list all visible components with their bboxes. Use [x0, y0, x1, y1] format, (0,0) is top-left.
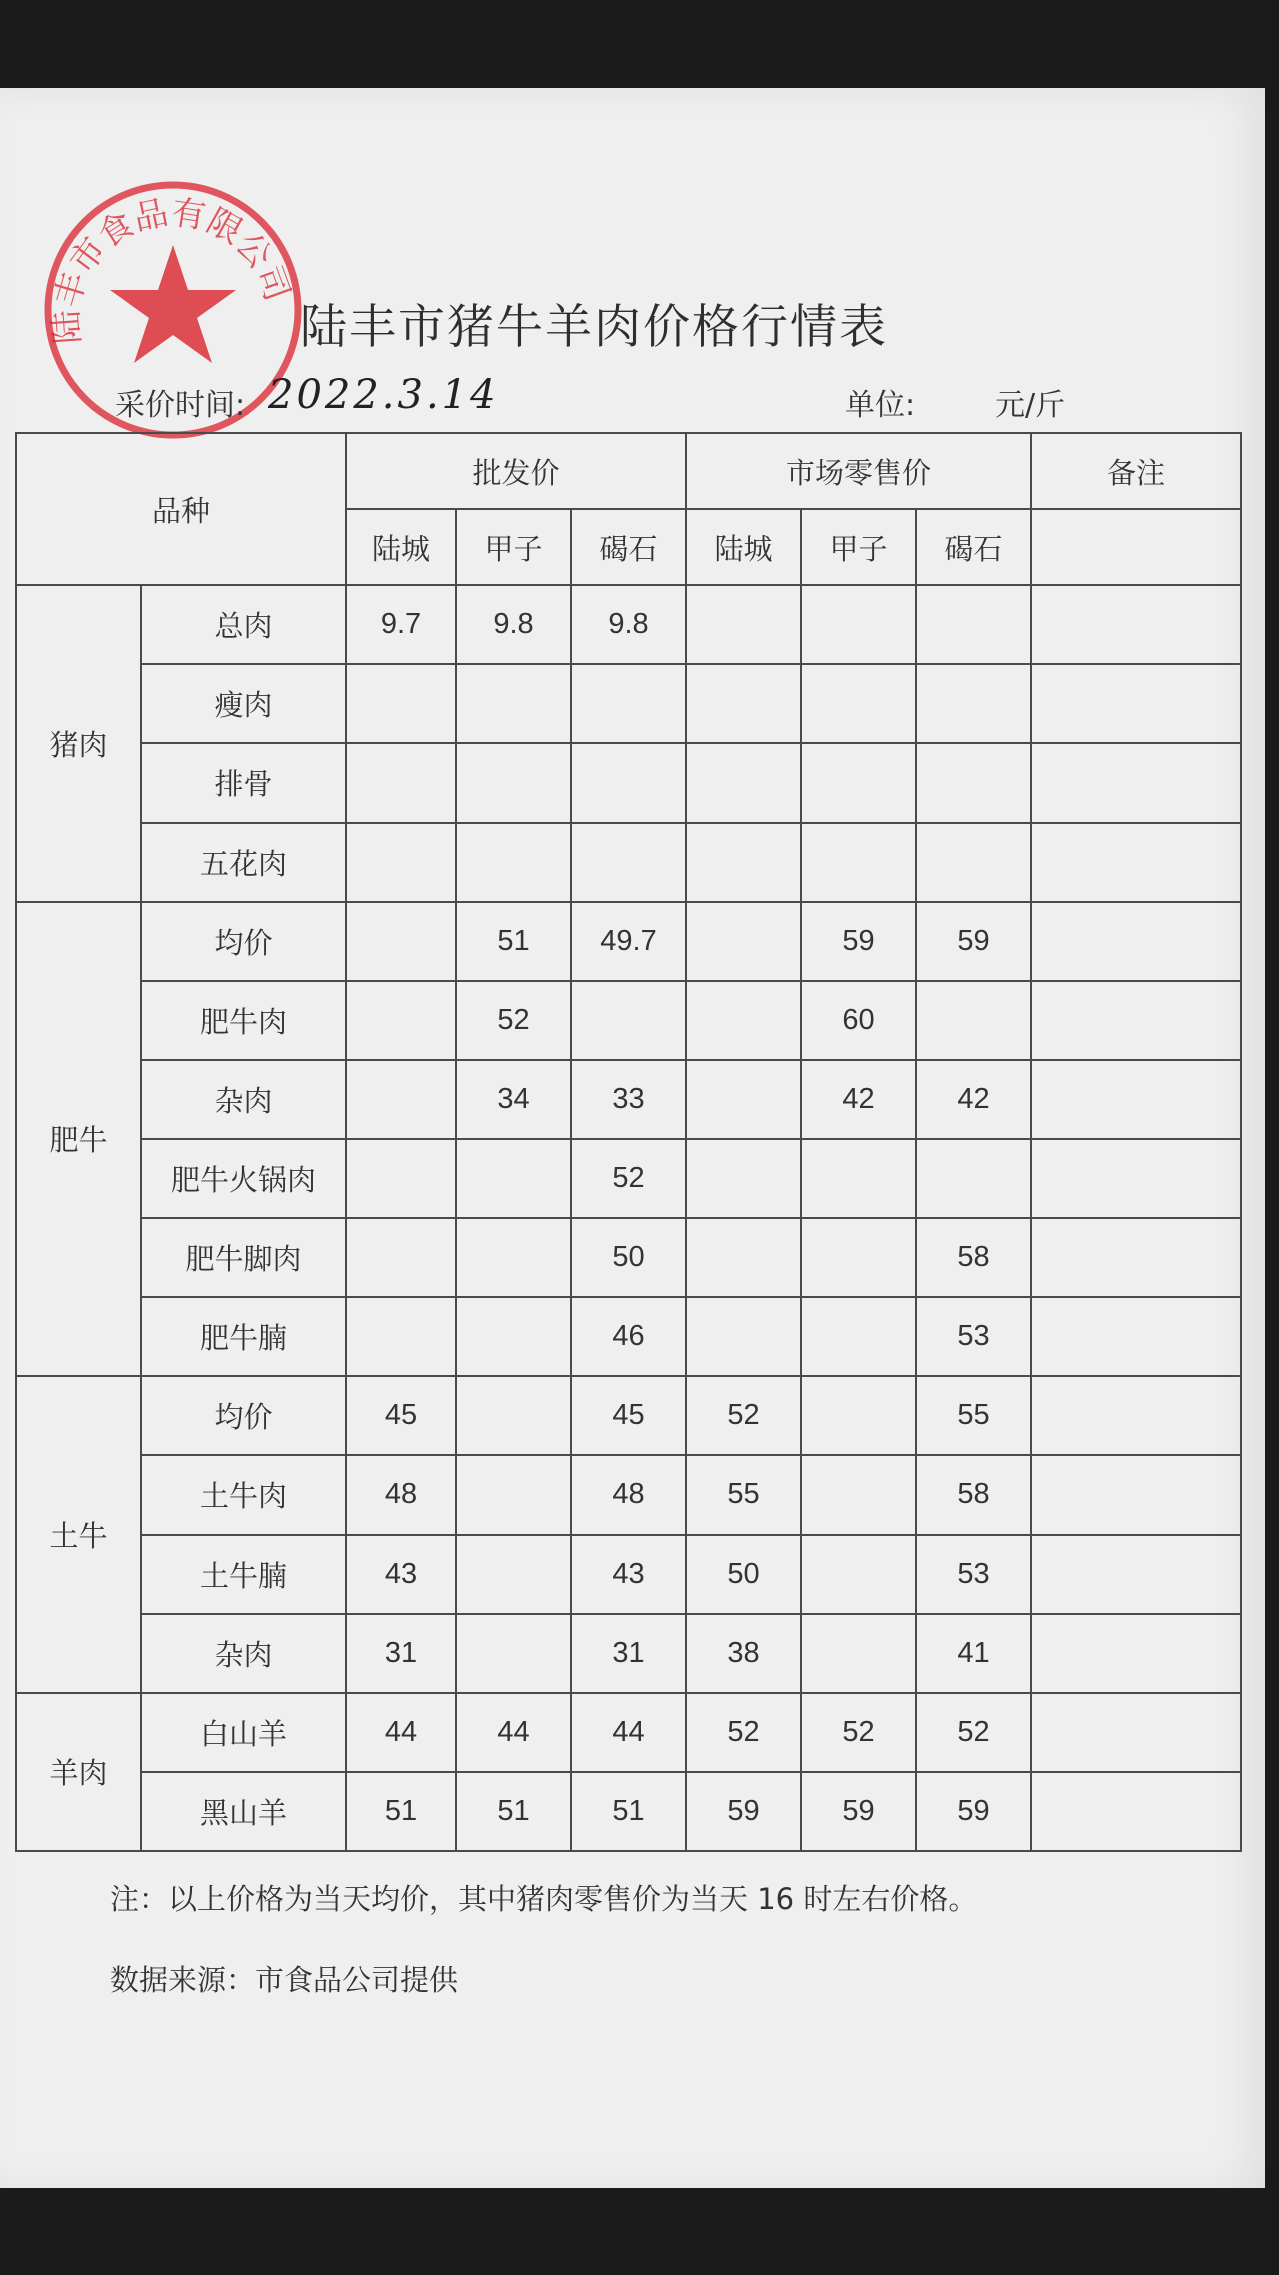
price-cell: 44: [346, 1693, 456, 1772]
price-cell: [801, 743, 916, 822]
price-cell: 43: [346, 1535, 456, 1614]
remarks-cell: [1031, 1139, 1241, 1218]
remarks-cell: [1031, 1614, 1241, 1693]
price-cell: 51: [456, 1772, 571, 1851]
header-remarks-blank: [1031, 509, 1241, 585]
price-cell: [916, 981, 1031, 1060]
price-cell: 59: [801, 902, 916, 981]
price-cell: 45: [346, 1376, 456, 1455]
header-wholesale: 批发价: [346, 433, 686, 509]
price-cell: 34: [456, 1060, 571, 1139]
price-cell: 44: [571, 1693, 686, 1772]
price-cell: 38: [686, 1614, 801, 1693]
price-cell: 45: [571, 1376, 686, 1455]
price-cell: [686, 664, 801, 743]
footer-source: 数据来源：市食品公司提供: [110, 1963, 459, 1997]
table-row: [16, 585, 1241, 664]
remarks-cell: [1031, 1060, 1241, 1139]
header-remarks: 备注: [1031, 433, 1241, 509]
price-cell: 33: [571, 1060, 686, 1139]
header-variety: 品种: [16, 433, 346, 585]
remarks-cell: [1031, 1376, 1241, 1455]
price-cell: 42: [916, 1060, 1031, 1139]
remarks-cell: [1031, 1693, 1241, 1772]
price-cell: [571, 664, 686, 743]
header-location: 陆城: [686, 509, 801, 585]
table-row: [16, 1376, 1241, 1455]
table-row: [16, 1060, 1241, 1139]
price-cell: 59: [916, 902, 1031, 981]
price-cell: [686, 585, 801, 664]
price-cell: 46: [571, 1297, 686, 1376]
price-cell: 42: [801, 1060, 916, 1139]
price-cell: 43: [571, 1535, 686, 1614]
price-cell: 53: [916, 1535, 1031, 1614]
price-cell: 9.7: [346, 585, 456, 664]
price-cell: [456, 1218, 571, 1297]
price-cell: [346, 823, 456, 902]
price-cell: [456, 823, 571, 902]
item-cell: 肥牛腩: [141, 1297, 346, 1376]
price-cell: 52: [571, 1139, 686, 1218]
price-cell: [801, 1535, 916, 1614]
unit-label: 单位:: [845, 388, 916, 423]
price-cell: 60: [801, 981, 916, 1060]
price-cell: 52: [686, 1376, 801, 1455]
header-location: 碣石: [916, 509, 1031, 585]
price-cell: 31: [346, 1614, 456, 1693]
price-cell: 55: [686, 1455, 801, 1534]
price-cell: [346, 1297, 456, 1376]
price-cell: [801, 1376, 916, 1455]
price-cell: [801, 1614, 916, 1693]
page-title: 陆丰市猪牛羊肉价格行情表: [300, 300, 888, 355]
price-cell: 51: [571, 1772, 686, 1851]
remarks-cell: [1031, 1772, 1241, 1851]
price-cell: 52: [916, 1693, 1031, 1772]
price-cell: [456, 1535, 571, 1614]
price-cell: [916, 823, 1031, 902]
remarks-cell: [1031, 1535, 1241, 1614]
price-cell: [916, 1139, 1031, 1218]
price-cell: [801, 585, 916, 664]
header-retail: 市场零售价: [686, 433, 1031, 509]
remarks-cell: [1031, 902, 1241, 981]
item-cell: 瘦肉: [141, 664, 346, 743]
price-cell: [801, 1139, 916, 1218]
category-cell: 肥牛: [16, 902, 141, 1377]
remarks-cell: [1031, 823, 1241, 902]
item-cell: 白山羊: [141, 1693, 346, 1772]
price-cell: [686, 1297, 801, 1376]
item-cell: 肥牛脚肉: [141, 1218, 346, 1297]
price-cell: 51: [456, 902, 571, 981]
item-cell: 土牛腩: [141, 1535, 346, 1614]
category-cell: 猪肉: [16, 585, 141, 901]
remarks-cell: [1031, 585, 1241, 664]
table-row: [16, 1297, 1241, 1376]
table-row: [16, 1139, 1241, 1218]
price-cell: [346, 743, 456, 822]
header-location: 陆城: [346, 509, 456, 585]
price-cell: [916, 585, 1031, 664]
table-row: [16, 1614, 1241, 1693]
table-row: [16, 743, 1241, 822]
price-cell: 50: [571, 1218, 686, 1297]
remarks-cell: [1031, 1218, 1241, 1297]
table-row: [16, 1772, 1241, 1851]
price-cell: 52: [686, 1693, 801, 1772]
price-cell: 59: [801, 1772, 916, 1851]
price-cell: 59: [686, 1772, 801, 1851]
remarks-cell: [1031, 981, 1241, 1060]
price-cell: 55: [916, 1376, 1031, 1455]
item-cell: 五花肉: [141, 823, 346, 902]
price-cell: [346, 1218, 456, 1297]
price-cell: 50: [686, 1535, 801, 1614]
unit-value: 元/斤: [995, 388, 1066, 423]
price-cell: [346, 1139, 456, 1218]
price-cell: 44: [456, 1693, 571, 1772]
price-cell: [686, 1218, 801, 1297]
item-cell: 肥牛火锅肉: [141, 1139, 346, 1218]
table-row: [16, 902, 1241, 981]
price-cell: 51: [346, 1772, 456, 1851]
item-cell: 杂肉: [141, 1060, 346, 1139]
price-cell: [456, 1455, 571, 1534]
price-cell: [571, 823, 686, 902]
table-row: [16, 1535, 1241, 1614]
price-cell: [801, 823, 916, 902]
remarks-cell: [1031, 1455, 1241, 1534]
item-cell: 均价: [141, 1376, 346, 1455]
table-row: [16, 981, 1241, 1060]
price-cell: [346, 981, 456, 1060]
price-cell: [571, 981, 686, 1060]
price-cell: [456, 1376, 571, 1455]
header-location: 甲子: [456, 509, 571, 585]
price-cell: [686, 1139, 801, 1218]
price-cell: [456, 1614, 571, 1693]
price-cell: [686, 981, 801, 1060]
price-cell: [346, 1060, 456, 1139]
time-label: 采价时间:: [115, 388, 246, 423]
table-row: [16, 1693, 1241, 1772]
price-cell: [456, 664, 571, 743]
price-cell: [686, 823, 801, 902]
table-row: [16, 823, 1241, 902]
remarks-cell: [1031, 743, 1241, 822]
price-cell: [456, 743, 571, 822]
price-cell: 58: [916, 1455, 1031, 1534]
price-table: [15, 432, 1242, 1852]
price-cell: 31: [571, 1614, 686, 1693]
price-cell: 52: [801, 1693, 916, 1772]
price-cell: [801, 1455, 916, 1534]
price-cell: [916, 743, 1031, 822]
table-row: [16, 1218, 1241, 1297]
price-cell: 52: [456, 981, 571, 1060]
price-cell: [686, 743, 801, 822]
item-cell: 杂肉: [141, 1614, 346, 1693]
item-cell: 土牛肉: [141, 1455, 346, 1534]
price-cell: [801, 1218, 916, 1297]
remarks-cell: [1031, 1297, 1241, 1376]
price-cell: 48: [346, 1455, 456, 1534]
price-cell: [346, 664, 456, 743]
price-cell: [456, 1297, 571, 1376]
header-location: 甲子: [801, 509, 916, 585]
item-cell: 黑山羊: [141, 1772, 346, 1851]
table-row: [16, 1455, 1241, 1534]
price-cell: 49.7: [571, 902, 686, 981]
category-cell: 羊肉: [16, 1693, 141, 1851]
item-cell: 排骨: [141, 743, 346, 822]
price-cell: [801, 1297, 916, 1376]
item-cell: 肥牛肉: [141, 981, 346, 1060]
price-cell: [456, 1139, 571, 1218]
header-location: 碣石: [571, 509, 686, 585]
price-cell: 53: [916, 1297, 1031, 1376]
price-cell: [686, 902, 801, 981]
item-cell: 均价: [141, 902, 346, 981]
item-cell: 总肉: [141, 585, 346, 664]
price-cell: 9.8: [571, 585, 686, 664]
svg-text:陆丰市食品有限公司: 陆丰市食品有限公司: [46, 192, 298, 346]
time-value-handwritten: 2022.3.14: [268, 372, 499, 418]
price-cell: 41: [916, 1614, 1031, 1693]
price-cell: [346, 902, 456, 981]
price-cell: 9.8: [456, 585, 571, 664]
table-row: [16, 664, 1241, 743]
price-cell: 59: [916, 1772, 1031, 1851]
price-cell: 48: [571, 1455, 686, 1534]
footer-note: 注：以上价格为当天均价，其中猪肉零售价为当天 16 时左右价格。: [110, 1882, 978, 1916]
price-cell: [801, 664, 916, 743]
price-cell: [686, 1060, 801, 1139]
category-cell: 土牛: [16, 1376, 141, 1692]
price-cell: [916, 664, 1031, 743]
remarks-cell: [1031, 664, 1241, 743]
price-cell: [571, 743, 686, 822]
price-cell: 58: [916, 1218, 1031, 1297]
